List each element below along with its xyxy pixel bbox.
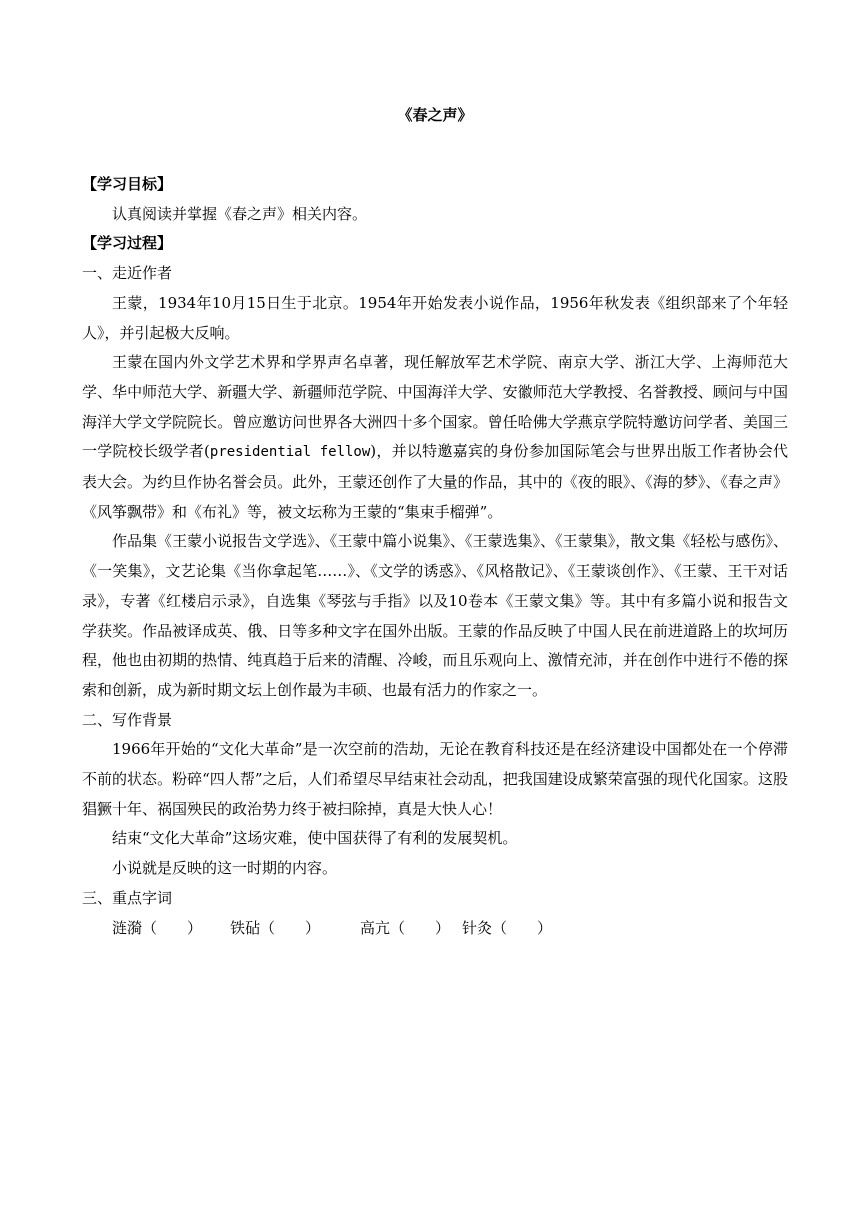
part2-paragraph-1: 1966年开始的“文化大革命”是一次空前的浩劫，无论在教育科技还是在经济建设中国都处在一个停滞不前的状态。粉碎“四人帮”之后，人们希望尽早结束社会动乱，把我国建设成繁荣富强的现代化国家。这股猖獗十年、祸国殃民的政治势力终于被扫除掉，真是大快人心！ <box>82 740 788 818</box>
part3-heading: 三、重点字词 <box>82 888 173 907</box>
part2-heading: 二、写作背景 <box>82 710 173 729</box>
vocab-item-2: 铁砧（ ） <box>230 918 321 937</box>
part1-heading: 一、走近作者 <box>82 264 173 283</box>
vocab-line <box>82 914 788 944</box>
vocab-item-1: 涟漪（ ） <box>112 918 203 937</box>
part2-paragraph-2: 结束“文化大革命”这场灾难，使中国获得了有利的发展契机。 <box>112 829 518 848</box>
part1-paragraph-1: 王蒙，1934年10月15日生于北京。1954年开始发表小说作品，1956年秋发表《组织部来了个年轻人》，并引起极大反响。 <box>82 293 788 342</box>
objective-text: 认真阅读并掌握《春之声》相关内容。 <box>112 204 368 223</box>
vocab-item-4: 针灸（ ） <box>462 918 553 937</box>
part1-paragraph-2-b: )，并以特邀嘉宾的身份参加国际笔会与世界出版工作者协会代表大会。为约旦作协名誉会员。此外，王蒙还创作了大量的作品，其中的《夜的眼》、《海的梦》、《春之声》《风筝飘带》和《布礼》等，被文坛称为王蒙的“集束手榴弹”。 <box>82 442 788 521</box>
part1-paragraph-2 <box>82 348 788 527</box>
process-heading: 【学习过程】 <box>82 234 173 253</box>
part1-paragraph-2-a: 王蒙在国内外文学艺术界和学界声名卓著，现任解放军艺术学院、南京大学、浙江大学、上海师范大学、华中师范大学、新疆大学、新疆师范学院、中国海洋大学、安徽师范大学教授、名誉教授、顾问与中国海洋大学文学院院长。曾应邀访问世界各大洲四十多个国家。曾任哈佛大学燕京学院特邀访问学者、美国三一学院校长级学者( <box>82 353 788 461</box>
document-body <box>82 170 788 943</box>
document-title: 《春之声》 <box>397 106 473 124</box>
objective-heading: 【学习目标】 <box>82 175 173 193</box>
part1-paragraph-2-english: presidential fellow <box>209 444 371 461</box>
part2-paragraph-3: 小说就是反映的这一时期的内容。 <box>112 859 338 878</box>
part1-paragraph-3: 作品集《王蒙小说报告文学选》、《王蒙中篇小说集》、《王蒙选集》、《王蒙集》，散文集《轻松与感伤》、《一笑集》，文艺论集《当你拿起笔……》、《文学的诱惑》、《风格散记》、《王蒙谈创作》、《王蒙、王干对话录》，专著《红楼启示录》，自选集《琴弦与手指》以及10卷本《王蒙文集》等。其中有多篇小说和报告文学获奖。作品被译成英、俄、日等多种文字在国外出版。王蒙的作品反映了中国人民在前进道路上的坎坷历程，他也由初期的热情、纯真趋于后来的清醒、冷峻，而且乐观向上、激情充沛，并在创作中进行不倦的探索和创新，成为新时期文坛上创作最为丰硕、也最有活力的作家之一。 <box>82 532 788 699</box>
vocab-item-3: 高亢（ ） <box>360 918 451 937</box>
